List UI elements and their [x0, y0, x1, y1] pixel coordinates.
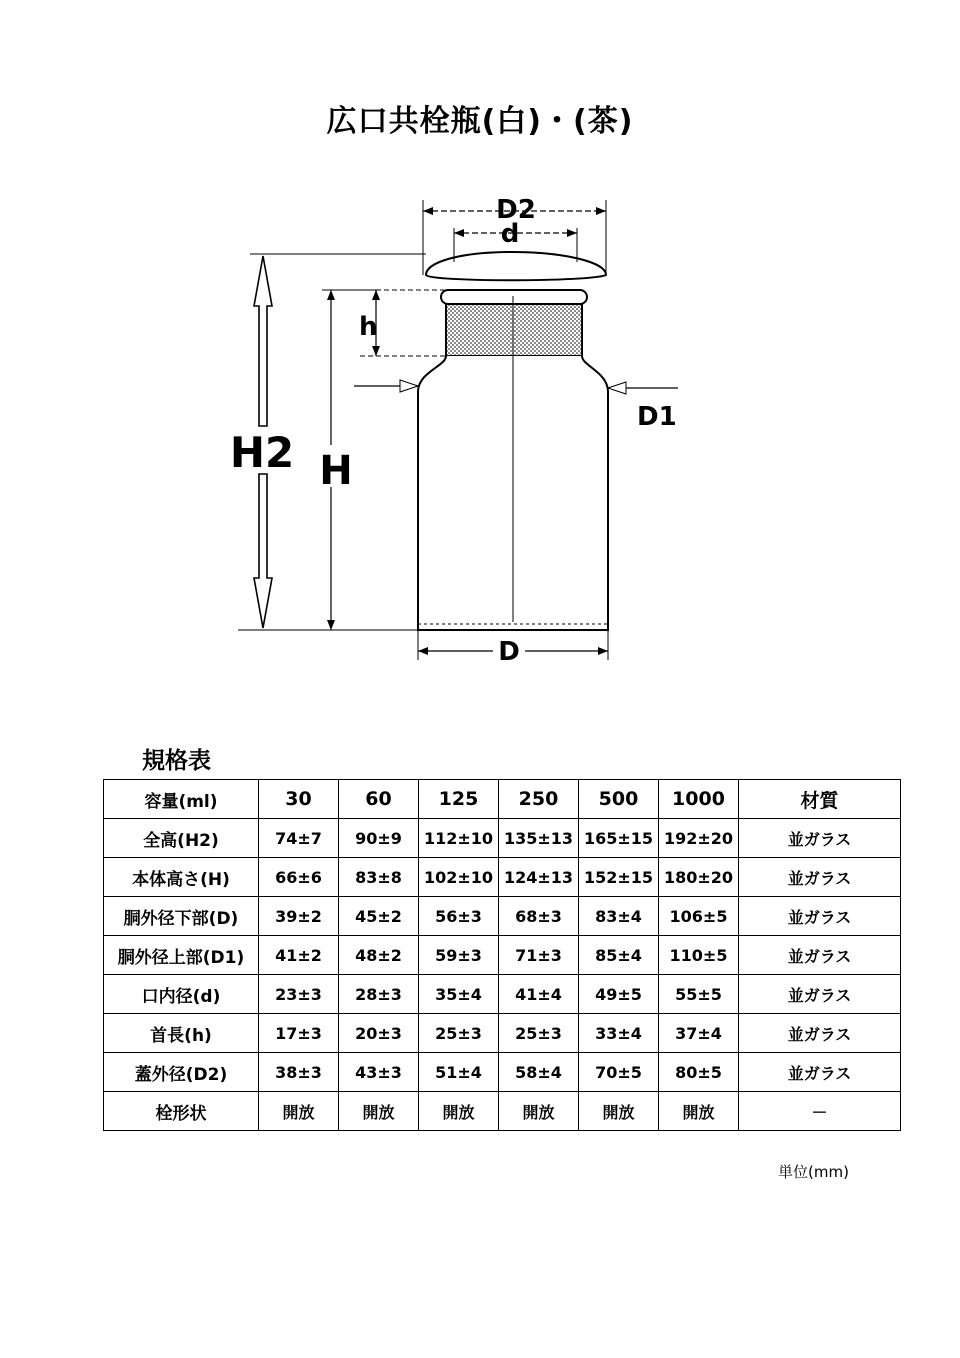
- value-cell: 56±3: [419, 897, 499, 936]
- value-cell: 49±5: [579, 975, 659, 1014]
- label-d2: D2: [496, 195, 536, 225]
- value-cell: 165±15: [579, 819, 659, 858]
- table-row: [104, 1053, 901, 1092]
- capacity-cell: 250: [499, 780, 579, 819]
- value-cell: 48±2: [339, 936, 419, 975]
- capacity-header: 容量(ml): [104, 780, 259, 819]
- material-cell: 並ガラス: [739, 936, 901, 975]
- row-label: 口内径(d): [104, 975, 259, 1014]
- value-cell: 開放: [419, 1092, 499, 1131]
- value-cell: 33±4: [579, 1014, 659, 1053]
- stopper-shape: [426, 252, 606, 280]
- material-cell: －: [739, 1092, 901, 1131]
- value-cell: 開放: [499, 1092, 579, 1131]
- value-cell: 80±5: [659, 1053, 739, 1092]
- row-label: 本体高さ(H): [104, 858, 259, 897]
- value-cell: 71±3: [499, 936, 579, 975]
- row-label: 胴外径上部(D1): [104, 936, 259, 975]
- row-label: 首長(h): [104, 1014, 259, 1053]
- capacity-cell: 60: [339, 780, 419, 819]
- value-cell: 開放: [259, 1092, 339, 1131]
- d1-arrow-left: [400, 380, 418, 392]
- value-cell: 25±3: [499, 1014, 579, 1053]
- value-cell: 41±2: [259, 936, 339, 975]
- value-cell: 55±5: [659, 975, 739, 1014]
- ground-neck: [446, 304, 582, 356]
- row-label: 栓形状: [104, 1092, 259, 1131]
- label-h: h: [359, 312, 378, 342]
- capacity-cell: 125: [419, 780, 499, 819]
- row-label: 胴外径下部(D): [104, 897, 259, 936]
- label-diameter: D: [498, 637, 520, 667]
- value-cell: 17±3: [259, 1014, 339, 1053]
- value-cell: 106±5: [659, 897, 739, 936]
- h2-arrow-down: [254, 474, 272, 628]
- value-cell: 90±9: [339, 819, 419, 858]
- value-cell: 35±4: [419, 975, 499, 1014]
- d1-arrow-right: [608, 382, 626, 394]
- value-cell: 38±3: [259, 1053, 339, 1092]
- table-row: [104, 936, 901, 975]
- value-cell: 43±3: [339, 1053, 419, 1092]
- value-cell: 192±20: [659, 819, 739, 858]
- table-row: [104, 819, 901, 858]
- spec-table-title: 規格表: [142, 748, 211, 774]
- value-cell: 58±4: [499, 1053, 579, 1092]
- value-cell: 68±3: [499, 897, 579, 936]
- material-header: 材質: [739, 780, 901, 819]
- value-cell: 開放: [579, 1092, 659, 1131]
- table-header-row: [104, 780, 901, 819]
- value-cell: 開放: [339, 1092, 419, 1131]
- value-cell: 25±3: [419, 1014, 499, 1053]
- row-label: 全高(H2): [104, 819, 259, 858]
- value-cell: 83±4: [579, 897, 659, 936]
- spec-table: [103, 779, 901, 1131]
- material-cell: 並ガラス: [739, 897, 901, 936]
- table-row: [104, 858, 901, 897]
- capacity-cell: 500: [579, 780, 659, 819]
- value-cell: 66±6: [259, 858, 339, 897]
- value-cell: 180±20: [659, 858, 739, 897]
- value-cell: 102±10: [419, 858, 499, 897]
- value-cell: 39±2: [259, 897, 339, 936]
- material-cell: 並ガラス: [739, 1053, 901, 1092]
- value-cell: 41±4: [499, 975, 579, 1014]
- value-cell: 74±7: [259, 819, 339, 858]
- material-cell: 並ガラス: [739, 975, 901, 1014]
- value-cell: 開放: [659, 1092, 739, 1131]
- value-cell: 28±3: [339, 975, 419, 1014]
- label-d: d: [500, 219, 520, 249]
- value-cell: 37±4: [659, 1014, 739, 1053]
- table-row: [104, 1092, 901, 1131]
- value-cell: 59±3: [419, 936, 499, 975]
- value-cell: 152±15: [579, 858, 659, 897]
- label-h2: H2: [229, 428, 295, 477]
- value-cell: 85±4: [579, 936, 659, 975]
- label-height: H: [319, 448, 353, 494]
- table-row: [104, 1014, 901, 1053]
- material-cell: 並ガラス: [739, 819, 901, 858]
- unit-note: 単位(mm): [778, 1163, 849, 1181]
- h2-arrow-up: [254, 256, 272, 426]
- table-row: [104, 897, 901, 936]
- value-cell: 51±4: [419, 1053, 499, 1092]
- table-row: [104, 975, 901, 1014]
- neck-ring: [441, 290, 587, 304]
- value-cell: 70±5: [579, 1053, 659, 1092]
- label-d1: D1: [637, 402, 677, 432]
- page-title: 広口共栓瓶(白)・(茶): [326, 104, 634, 139]
- value-cell: 124±13: [499, 858, 579, 897]
- value-cell: 23±3: [259, 975, 339, 1014]
- value-cell: 112±10: [419, 819, 499, 858]
- capacity-cell: 30: [259, 780, 339, 819]
- row-label: 蓋外径(D2): [104, 1053, 259, 1092]
- material-cell: 並ガラス: [739, 858, 901, 897]
- material-cell: 並ガラス: [739, 1014, 901, 1053]
- value-cell: 45±2: [339, 897, 419, 936]
- value-cell: 20±3: [339, 1014, 419, 1053]
- value-cell: 135±13: [499, 819, 579, 858]
- value-cell: 83±8: [339, 858, 419, 897]
- capacity-cell: 1000: [659, 780, 739, 819]
- value-cell: 110±5: [659, 936, 739, 975]
